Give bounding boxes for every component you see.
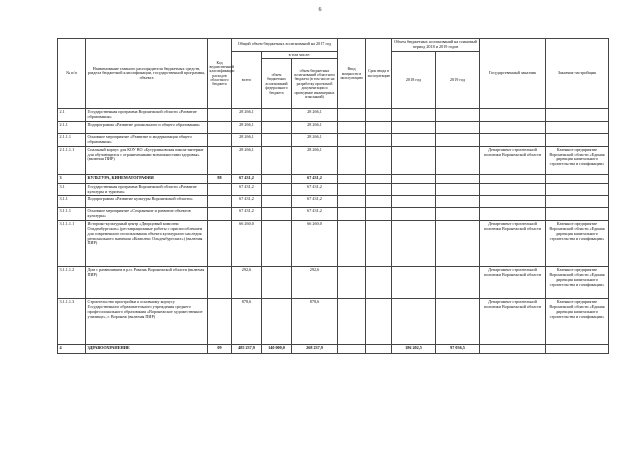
header-2018: 2018 год (392, 51, 436, 109)
cell-customer: Департамент строительной политики Воронежской области (480, 299, 546, 345)
cell-name: ЗДРАВООХРАНЕНИЕ (86, 345, 208, 354)
cell-deadline (366, 221, 392, 267)
cell-no: 2.1.1.1 (58, 134, 86, 147)
table-row (58, 267, 609, 299)
page-number: 6 (318, 7, 322, 13)
cell-y2019 (436, 208, 480, 221)
cell-y2019: 97 036,5 (436, 345, 480, 354)
cell-developer: Казенное предприятие Воронежской области «Единая дирекция капитального строительства и газификации» (546, 221, 609, 267)
header-of-which: в том числе: (262, 51, 338, 59)
cell-name: Спальный корпус для КОУ ВО «Бутурлиновская школа-интернат для обучающихся с ограниченными возможностями здоровья» (включая ПИР) (86, 146, 208, 174)
cell-total: 292,6 (232, 267, 262, 299)
cell-developer (546, 208, 609, 221)
cell-y2019 (436, 109, 480, 122)
cell-y2018 (392, 122, 436, 134)
cell-developer (546, 122, 609, 134)
cell-y2018 (392, 196, 436, 208)
cell-developer (546, 134, 609, 147)
table-row (58, 134, 609, 147)
cell-code (208, 122, 232, 134)
table-row (58, 146, 609, 174)
cell-code (208, 267, 232, 299)
header-capacity: Ввод мощности в эксплуатацию (338, 39, 366, 109)
cell-code (208, 196, 232, 208)
cell-y2019 (436, 196, 480, 208)
table-row (58, 208, 609, 221)
cell-no: 3 (58, 174, 86, 183)
cell-name: Государственная программа Воронежской области «Развитие образования» (86, 109, 208, 122)
cell-y2018 (392, 267, 436, 299)
cell-federal (262, 174, 292, 183)
cell-customer (480, 208, 546, 221)
cell-name: Историко-культурный центр «Дворцовый комплекс Ольденбургских» (реставрационные работы с приспособлением для современного использования объекта культурного наследия регионального значения «Комплекс Ольденбургских») (включая ПИР) (86, 221, 208, 267)
cell-deadline (366, 109, 392, 122)
cell-regional: 28 266,1 (292, 134, 338, 147)
cell-no: 3.1.1.1.3 (58, 299, 86, 345)
cell-regional: 268 237,9 (292, 345, 338, 354)
cell-total: 28 266,1 (232, 146, 262, 174)
header-2019: 2019 год (436, 51, 480, 109)
header-deadline: Срок ввода в эксплуатацию (366, 39, 392, 109)
cell-name: Подпрограмма «Развитие культуры Воронежской области» (86, 196, 208, 208)
cell-total: 66 260,0 (232, 221, 262, 267)
cell-code (208, 146, 232, 174)
cell-federal (262, 208, 292, 221)
cell-cap (338, 208, 366, 221)
cell-deadline (366, 134, 392, 147)
cell-customer (480, 174, 546, 183)
header-code: Код ведомственной классификации расходов областного бюджета (208, 39, 232, 109)
cell-cap (338, 122, 366, 134)
cell-y2018 (392, 221, 436, 267)
header-total-group: Общий объем бюджетных ассигнований на 2017 год (232, 39, 338, 52)
cell-regional: 67 431,2 (292, 196, 338, 208)
cell-y2018 (392, 183, 436, 196)
cell-customer: Департамент строительной политики Воронежской области (480, 267, 546, 299)
cell-cap (338, 134, 366, 147)
cell-y2019 (436, 267, 480, 299)
header-name: Наименование главного распорядителя бюджетных средств, раздела бюджетной классификации, государственной программы, объекта (86, 39, 208, 109)
cell-no: 3.1 (58, 183, 86, 196)
cell-name: Строительство пристройки к основному корпусу Государственного образовательного учреждения среднего профессионального образования «Воронежское художественное училище», г. Воронеж (включая ПИР) (86, 299, 208, 345)
table-row (58, 299, 609, 345)
cell-no: 2.1.1 (58, 122, 86, 134)
cell-customer (480, 345, 546, 354)
cell-customer: Департамент строительной политики Воронежской области (480, 221, 546, 267)
cell-no: 4 (58, 345, 86, 354)
cell-y2019 (436, 299, 480, 345)
cell-no: 3.1.1.1.1 (58, 221, 86, 267)
cell-total: 28 266,1 (232, 134, 262, 147)
cell-total: 28 266,1 (232, 122, 262, 134)
cell-deadline (366, 196, 392, 208)
cell-deadline (366, 122, 392, 134)
cell-developer: Казенное предприятие Воронежской области «Единая дирекция капитального строительства и газификации» (546, 146, 609, 174)
cell-y2019 (436, 134, 480, 147)
cell-cap (338, 146, 366, 174)
cell-developer (546, 109, 609, 122)
cell-developer (546, 345, 609, 354)
cell-no: 2.1 (58, 109, 86, 122)
cell-deadline (366, 174, 392, 183)
cell-y2018 (392, 109, 436, 122)
cell-code: 09 (208, 345, 232, 354)
cell-deadline (366, 208, 392, 221)
cell-deadline (366, 299, 392, 345)
cell-code (208, 208, 232, 221)
header-customer: Государственный заказчик (480, 39, 546, 109)
cell-total: 67 431,2 (232, 196, 262, 208)
cell-regional: 67 431,2 (292, 174, 338, 183)
cell-federal (262, 134, 292, 147)
cell-name: Основное мероприятие «Развитие и модернизация общего образования» (86, 134, 208, 147)
cell-deadline (366, 146, 392, 174)
cell-regional: 66 260,0 (292, 221, 338, 267)
cell-code (208, 109, 232, 122)
cell-customer (480, 134, 546, 147)
cell-total: 28 266,1 (232, 109, 262, 122)
cell-cap (338, 183, 366, 196)
cell-deadline (366, 345, 392, 354)
cell-y2018 (392, 299, 436, 345)
table-row (58, 174, 609, 183)
cell-code: 88 (208, 174, 232, 183)
cell-name: КУЛЬТУРА, КИНЕМАТОГРАФИЯ (86, 174, 208, 183)
cell-federal: 140 000,0 (262, 345, 292, 354)
cell-y2019 (436, 183, 480, 196)
table-row (58, 221, 609, 267)
cell-cap (338, 221, 366, 267)
cell-cap (338, 109, 366, 122)
cell-customer (480, 109, 546, 122)
cell-y2019 (436, 174, 480, 183)
cell-developer (546, 174, 609, 183)
table-row (58, 122, 609, 134)
cell-no: 3.1.1.1 (58, 208, 86, 221)
cell-developer: Казенное предприятие Воронежской области «Единая дирекция капитального строительства и газификации» (546, 299, 609, 345)
cell-federal (262, 196, 292, 208)
table-body (58, 109, 609, 354)
cell-cap (338, 345, 366, 354)
cell-name: Основное мероприятие «Сохранение и развитие объектов культуры» (86, 208, 208, 221)
cell-federal (262, 299, 292, 345)
cell-name: Государственная программа Воронежской области «Развитие культуры и туризма» (86, 183, 208, 196)
cell-total: 67 431,2 (232, 208, 262, 221)
cell-deadline (366, 183, 392, 196)
cell-y2019 (436, 146, 480, 174)
cell-federal (262, 109, 292, 122)
cell-y2018 (392, 146, 436, 174)
header-federal: объем бюджетных ассигнований федерального бюджета (262, 59, 292, 109)
header-planned-group: Объем бюджетных ассигнований на плановый период 2018 и 2019 годов (392, 39, 480, 52)
cell-cap (338, 267, 366, 299)
cell-code (208, 221, 232, 267)
table-row (58, 345, 609, 354)
cell-developer (546, 196, 609, 208)
cell-federal (262, 267, 292, 299)
budget-table (57, 38, 609, 354)
cell-cap (338, 174, 366, 183)
cell-regional: 28 266,1 (292, 122, 338, 134)
cell-y2018 (392, 134, 436, 147)
cell-customer (480, 196, 546, 208)
cell-no: 3.1.1.1.2 (58, 267, 86, 299)
cell-total: 878,6 (232, 299, 262, 345)
cell-federal (262, 183, 292, 196)
cell-no: 2.1.1.1.1 (58, 146, 86, 174)
cell-regional: 67 431,2 (292, 208, 338, 221)
cell-code (208, 183, 232, 196)
cell-total: 485 237,9 (232, 345, 262, 354)
cell-y2019 (436, 221, 480, 267)
cell-name: Дом с развешиваем в р.п. Рамонь Воронежской области (включая ПИР) (86, 267, 208, 299)
cell-customer (480, 122, 546, 134)
table-row (58, 109, 609, 122)
cell-cap (338, 196, 366, 208)
cell-regional: 67 431,2 (292, 183, 338, 196)
table-row (58, 196, 609, 208)
cell-code (208, 299, 232, 345)
cell-developer (546, 183, 609, 196)
cell-regional: 878,6 (292, 299, 338, 345)
cell-y2018 (392, 208, 436, 221)
cell-regional: 28 266,1 (292, 109, 338, 122)
header-no: № п/п (58, 39, 86, 109)
cell-cap (338, 299, 366, 345)
cell-developer: Казенное предприятие Воронежской области «Единая дирекция капитального строительства и газификации» (546, 267, 609, 299)
table-row (58, 183, 609, 196)
cell-no: 3.1.1 (58, 196, 86, 208)
cell-total: 67 431,2 (232, 183, 262, 196)
header-regional: объем бюджетных ассигнований областного бюджета (в том числе на разработку проектной документации и проведение инженерных изысканий) (292, 59, 338, 109)
cell-federal (262, 146, 292, 174)
cell-y2019 (436, 122, 480, 134)
cell-y2018: 186 202,5 (392, 345, 436, 354)
cell-name: Подпрограмма «Развитие дошкольного и общего образования» (86, 122, 208, 134)
cell-federal (262, 122, 292, 134)
cell-y2018 (392, 174, 436, 183)
cell-total: 67 431,2 (232, 174, 262, 183)
cell-code (208, 134, 232, 147)
cell-federal (262, 221, 292, 267)
header-developer: Заказчик-застройщик (546, 39, 609, 109)
cell-customer (480, 183, 546, 196)
cell-deadline (366, 267, 392, 299)
cell-regional: 292,6 (292, 267, 338, 299)
cell-customer: Департамент строительной политики Воронежской области (480, 146, 546, 174)
cell-regional: 28 266,1 (292, 146, 338, 174)
header-total: всего (232, 51, 262, 109)
